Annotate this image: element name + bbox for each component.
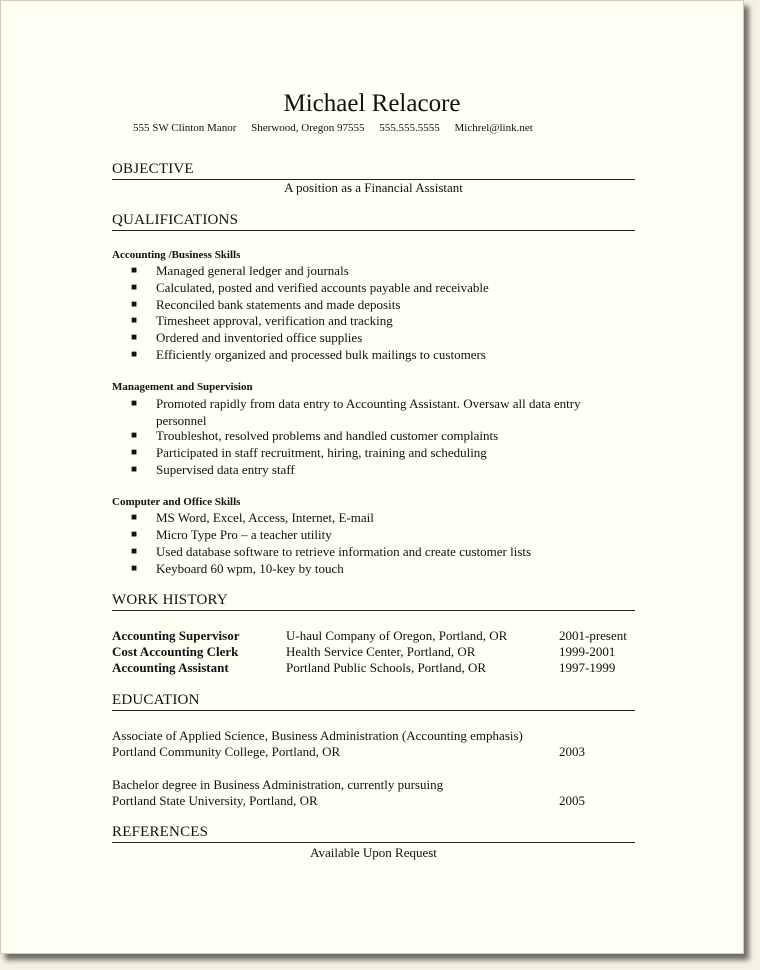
contact-line bbox=[133, 122, 545, 134]
job-employer: Portland Public Schools, Portland, OR bbox=[286, 660, 487, 675]
list-item-text: Timesheet approval, verification and tracking bbox=[156, 313, 393, 328]
education-school: Portland State University, Portland, OR bbox=[112, 793, 318, 808]
job-dates: 1999-2001 bbox=[559, 644, 616, 659]
contact-email: Michrel@link.net bbox=[454, 122, 533, 134]
subheading-computer: Computer and Office Skills bbox=[112, 496, 241, 508]
job-dates: 2001-present bbox=[559, 628, 627, 643]
objective-text: A position as a Financial Assistant bbox=[284, 180, 463, 195]
education-year: 2003 bbox=[559, 744, 585, 759]
section-heading-qualifications: QUALIFICATIONS bbox=[112, 212, 635, 231]
list-item-text: Troubleshot, resolved problems and handled customer complaints bbox=[156, 428, 499, 443]
list-item-text: Ordered and inventoried office supplies bbox=[156, 330, 363, 345]
list-item-text: Supervised data entry staff bbox=[156, 462, 295, 477]
list-item-text: MS Word, Excel, Access, Internet, E-mail bbox=[156, 510, 374, 525]
section-heading-education: EDUCATION bbox=[112, 692, 635, 711]
list-item-text: Micro Type Pro – a teacher utility bbox=[156, 527, 332, 542]
subheading-accounting: Accounting /Business Skills bbox=[112, 249, 241, 261]
list-item-text: Managed general ledger and journals bbox=[156, 263, 349, 278]
job-title: Cost Accounting Clerk bbox=[112, 644, 239, 659]
job-title: Accounting Supervisor bbox=[112, 628, 240, 643]
job-employer: Health Service Center, Portland, OR bbox=[286, 644, 476, 659]
job-title: Accounting Assistant bbox=[112, 660, 229, 675]
resume-name: Michael Relacore bbox=[283, 90, 461, 117]
education-year: 2005 bbox=[559, 793, 585, 808]
contact-city: Sherwood, Oregon 97555 bbox=[251, 122, 365, 134]
list-item-text: Calculated, posted and verified accounts payable and receivable bbox=[156, 280, 489, 295]
list-item-text: Efficiently organized and processed bulk mailings to customers bbox=[156, 347, 486, 362]
list-item-text: Used database software to retrieve information and create customer lists bbox=[156, 544, 532, 559]
list-item-text: Reconciled bank statements and made deposits bbox=[156, 297, 401, 312]
section-heading-work-history: WORK HISTORY bbox=[112, 592, 635, 611]
education-school: Portland Community College, Portland, OR bbox=[112, 744, 341, 759]
section-heading-objective: OBJECTIVE bbox=[112, 161, 635, 180]
references-text: Available Upon Request bbox=[310, 845, 437, 860]
contact-address: 555 SW Clinton Manor bbox=[133, 122, 237, 134]
contact-phone: 555.555.5555 bbox=[379, 122, 440, 134]
resume-page: Michael Relacore 555 SW Clinton Manor Sherwood, Oregon 97555 555.555.5555 Michrel@link.net OBJECTIVE A position as a Financial Assistant QUALIFICATIONS Accounting /Business Skills ■ Managed general ledger and journals ■ Calculated, posted and verified accounts payable and receivable ■ Reconciled bank statements and made deposits ■ Timesheet approval, verification and tracking ■ Ordered and inventoried office supplies ■ Efficiently organized and processed bulk mailings to customers Management and Supervision ■ Promoted rapidly from data entry to Accounting Assistant. Oversaw all data entry personnel ■ Troubleshot, resolved problems and handled customer complaints ■ Participated in staff recruitment, hiring, training and scheduling ■ Supervised data entry staff Computer and Office Skills ■ MS Word, Excel, Access, Internet, E-mail ■ Micro Type Pro – a teacher utility ■ Used database software to retrieve information and create customer lists ■ Keyboard 60 wpm, 10-key by touch WORK HISTORY Accounting Supervisor U-haul Company of Oregon, Portland, OR 2001-present Cost Accounting Clerk Health Service Center, Portland, OR 1999-2001 Accounting Assistant Portland Public Schools, Portland, OR 1997-1999 EDUCATION Associate of Applied Science, Business Administration (Accounting emphasis) Portland Community College, Portland, OR 2003 Bachelor degree in Business Administration, currently pursuing Portland State University, Portland, OR 2005 REFERENCES Available Upon Request bbox=[0, 0, 744, 954]
education-degree: Bachelor degree in Business Administration, currently pursuing bbox=[112, 777, 444, 792]
list-item-text: Keyboard 60 wpm, 10-key by touch bbox=[156, 561, 344, 576]
job-dates: 1997-1999 bbox=[559, 660, 616, 675]
job-employer: U-haul Company of Oregon, Portland, OR bbox=[286, 628, 508, 643]
subheading-management: Management and Supervision bbox=[112, 381, 253, 393]
list-item-text: Promoted rapidly from data entry to Accounting Assistant. Oversaw all data entry personnel bbox=[156, 396, 581, 428]
education-degree: Associate of Applied Science, Business Administration (Accounting emphasis) bbox=[112, 728, 523, 743]
section-heading-references: REFERENCES bbox=[112, 824, 635, 843]
list-item-text: Participated in staff recruitment, hiring, training and scheduling bbox=[156, 445, 487, 460]
